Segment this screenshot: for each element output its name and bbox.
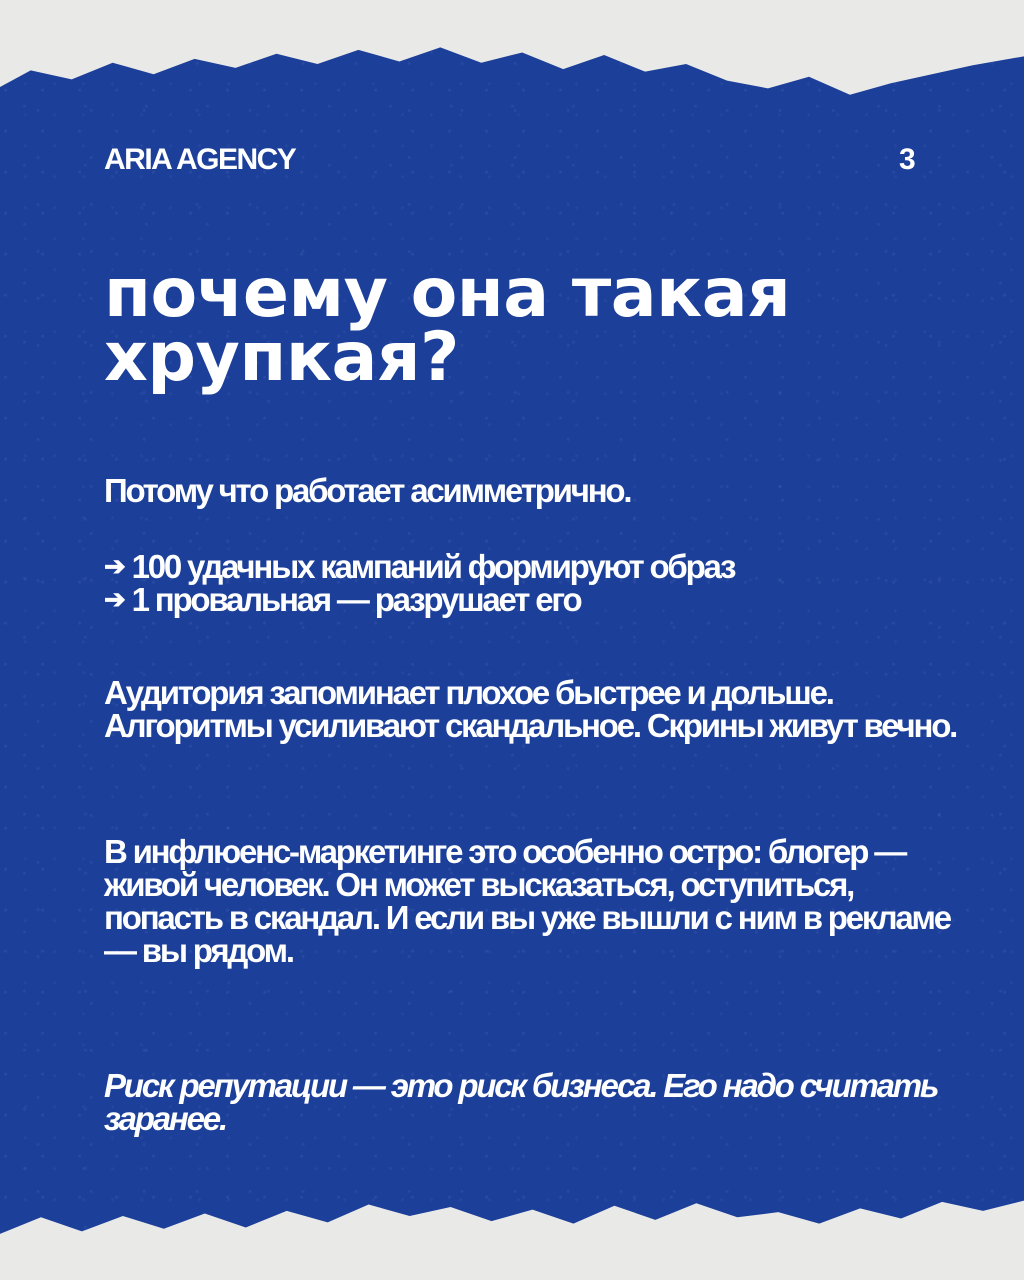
paragraph-audience: Аудитория запоминает плохое быстрее и дольше. Алгоритмы усиливают скандальное. Скрины живут вечно. bbox=[104, 674, 957, 744]
page-number: 3 bbox=[899, 143, 916, 176]
paragraph-influence: В инфлюенс-маркетинге это особенно остро: блогер — живой человек. Он может высказаться, оступиться, попасть в скандал. И если вы уже вышли с ним в рекламе — вы рядом. bbox=[104, 833, 950, 969]
arrow-right-icon: ➔ bbox=[104, 584, 124, 614]
arrow-right-icon: ➔ bbox=[104, 551, 124, 581]
lead-sentence: Потому что работает асимметрично. bbox=[104, 472, 631, 509]
brand-name: ARIA AGENCY bbox=[104, 143, 296, 176]
arrow-item-text: 100 удачных кампаний формируют образ bbox=[131, 548, 735, 585]
closing-statement: Риск репутации — это риск бизнеса. Его надо считать заранее. bbox=[104, 1067, 938, 1137]
arrow-list-item bbox=[104, 550, 964, 583]
headline: почему она такая хрупкая? bbox=[104, 254, 791, 397]
arrow-list-item bbox=[104, 583, 964, 616]
arrow-item-text: 1 провальная — разрушает его bbox=[131, 581, 581, 618]
arrow-list bbox=[104, 550, 964, 616]
